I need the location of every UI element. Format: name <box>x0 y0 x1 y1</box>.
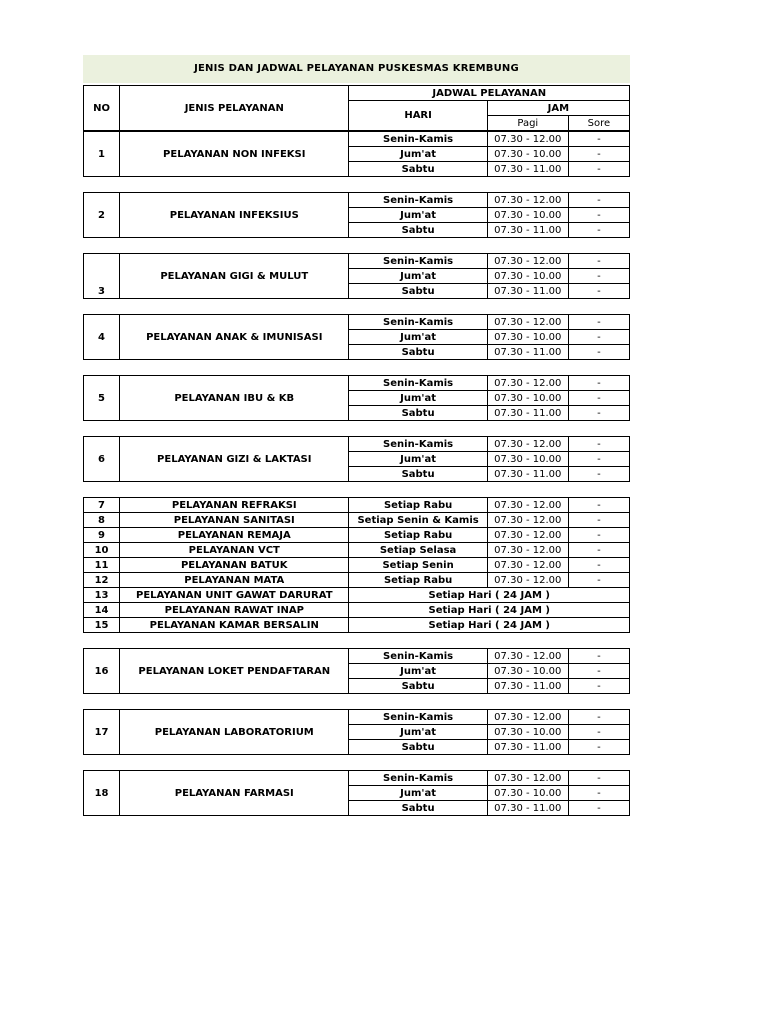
hari-cell: Senin-Kamis <box>349 254 487 269</box>
service-number: 1 <box>84 132 120 177</box>
service-number: 7 <box>84 498 120 513</box>
hari-cell: Senin-Kamis <box>349 771 487 786</box>
service-number: 3 <box>84 254 120 299</box>
pagi-cell: 07.30 - 12.00 <box>487 710 568 725</box>
hari-cell: Jum'at <box>349 391 487 406</box>
sore-cell: - <box>568 543 629 558</box>
hari-cell: Sabtu <box>349 284 487 299</box>
schedule-row <box>84 437 630 452</box>
pagi-cell: 07.30 - 12.00 <box>487 573 568 588</box>
hari-cell: Jum'at <box>349 269 487 284</box>
schedule-row <box>84 254 630 269</box>
header-pagi: Pagi <box>487 116 568 131</box>
sore-cell: - <box>568 573 629 588</box>
sore-cell: - <box>568 649 629 664</box>
service-name: PELAYANAN MATA <box>120 573 349 588</box>
hari-cell: Setiap Hari ( 24 JAM ) <box>349 618 630 633</box>
hari-cell: Setiap Hari ( 24 JAM ) <box>349 603 630 618</box>
pagi-cell: 07.30 - 11.00 <box>487 223 568 238</box>
sore-cell: - <box>568 147 629 162</box>
sore-cell: - <box>568 284 629 299</box>
schedule-row <box>84 193 630 208</box>
sore-cell: - <box>568 345 629 360</box>
header-jadwal-pelayanan: JADWAL PELAYANAN <box>349 86 630 101</box>
service-name: PELAYANAN NON INFEKSI <box>120 132 349 177</box>
sore-cell: - <box>568 223 629 238</box>
sore-cell: - <box>568 437 629 452</box>
header-table <box>83 85 630 131</box>
single-services-table <box>83 497 630 633</box>
schedule-row <box>84 588 630 603</box>
pagi-cell: 07.30 - 11.00 <box>487 406 568 421</box>
pagi-cell: 07.30 - 10.00 <box>487 725 568 740</box>
hari-cell: Setiap Rabu <box>349 573 487 588</box>
service-number: 10 <box>84 543 120 558</box>
sore-cell: - <box>568 315 629 330</box>
service-group-table <box>83 253 630 299</box>
sore-cell: - <box>568 498 629 513</box>
schedule-row <box>84 315 630 330</box>
service-group-table <box>83 709 630 755</box>
schedule-row <box>84 710 630 725</box>
sore-cell: - <box>568 467 629 482</box>
service-group-table <box>83 192 630 238</box>
header-jam: JAM <box>487 101 629 116</box>
service-name: PELAYANAN UNIT GAWAT DARURAT <box>120 588 349 603</box>
sore-cell: - <box>568 330 629 345</box>
sore-cell: - <box>568 208 629 223</box>
hari-cell: Setiap Hari ( 24 JAM ) <box>349 588 630 603</box>
pagi-cell: 07.30 - 12.00 <box>487 132 568 147</box>
service-groups-top <box>83 131 630 482</box>
service-number: 2 <box>84 193 120 238</box>
hari-cell: Jum'at <box>349 147 487 162</box>
header-jenis-pelayanan: JENIS PELAYANAN <box>120 86 349 131</box>
header-sore: Sore <box>568 116 629 131</box>
hari-cell: Senin-Kamis <box>349 437 487 452</box>
service-name: PELAYANAN REFRAKSI <box>120 498 349 513</box>
hari-cell: Jum'at <box>349 725 487 740</box>
service-name: PELAYANAN LOKET PENDAFTARAN <box>120 649 349 694</box>
hari-cell: Jum'at <box>349 664 487 679</box>
hari-cell: Sabtu <box>349 162 487 177</box>
service-number: 13 <box>84 588 120 603</box>
hari-cell: Senin-Kamis <box>349 315 487 330</box>
pagi-cell: 07.30 - 12.00 <box>487 513 568 528</box>
sore-cell: - <box>568 679 629 694</box>
pagi-cell: 07.30 - 10.00 <box>487 786 568 801</box>
hari-cell: Jum'at <box>349 330 487 345</box>
service-name: PELAYANAN ANAK & IMUNISASI <box>120 315 349 360</box>
service-number: 16 <box>84 649 120 694</box>
schedule-row <box>84 558 630 573</box>
service-number: 11 <box>84 558 120 573</box>
service-name: PELAYANAN RAWAT INAP <box>120 603 349 618</box>
service-number: 6 <box>84 437 120 482</box>
service-group-table <box>83 770 630 816</box>
service-name: PELAYANAN REMAJA <box>120 528 349 543</box>
service-group-table <box>83 436 630 482</box>
pagi-cell: 07.30 - 11.00 <box>487 801 568 816</box>
schedule-row <box>84 513 630 528</box>
pagi-cell: 07.30 - 12.00 <box>487 193 568 208</box>
pagi-cell: 07.30 - 12.00 <box>487 558 568 573</box>
schedule-row <box>84 543 630 558</box>
schedule-row <box>84 618 630 633</box>
schedule-row <box>84 649 630 664</box>
sheet-title: JENIS DAN JADWAL PELAYANAN PUSKESMAS KREMBUNG <box>83 55 630 83</box>
pagi-cell: 07.30 - 10.00 <box>487 391 568 406</box>
sore-cell: - <box>568 452 629 467</box>
service-number: 9 <box>84 528 120 543</box>
hari-cell: Jum'at <box>349 208 487 223</box>
pagi-cell: 07.30 - 12.00 <box>487 315 568 330</box>
sore-cell: - <box>568 528 629 543</box>
pagi-cell: 07.30 - 11.00 <box>487 162 568 177</box>
pagi-cell: 07.30 - 10.00 <box>487 269 568 284</box>
header-no: NO <box>84 86 120 131</box>
service-name: PELAYANAN GIGI & MULUT <box>120 254 349 299</box>
pagi-cell: 07.30 - 12.00 <box>487 528 568 543</box>
service-number: 17 <box>84 710 120 755</box>
schedule-row <box>84 573 630 588</box>
hari-cell: Senin-Kamis <box>349 649 487 664</box>
service-number: 18 <box>84 771 120 816</box>
pagi-cell: 07.30 - 12.00 <box>487 543 568 558</box>
schedule-row <box>84 498 630 513</box>
pagi-cell: 07.30 - 11.00 <box>487 679 568 694</box>
sore-cell: - <box>568 725 629 740</box>
sore-cell: - <box>568 801 629 816</box>
schedule-row <box>84 603 630 618</box>
hari-cell: Sabtu <box>349 740 487 755</box>
hari-cell: Setiap Rabu <box>349 498 487 513</box>
service-number: 5 <box>84 376 120 421</box>
schedule-row <box>84 771 630 786</box>
hari-cell: Jum'at <box>349 452 487 467</box>
pagi-cell: 07.30 - 12.00 <box>487 437 568 452</box>
service-name: PELAYANAN KAMAR BERSALIN <box>120 618 349 633</box>
hari-cell: Sabtu <box>349 801 487 816</box>
hari-cell: Setiap Senin & Kamis <box>349 513 487 528</box>
hari-cell: Sabtu <box>349 223 487 238</box>
sore-cell: - <box>568 132 629 147</box>
service-name: PELAYANAN BATUK <box>120 558 349 573</box>
service-number: 14 <box>84 603 120 618</box>
pagi-cell: 07.30 - 11.00 <box>487 740 568 755</box>
hari-cell: Sabtu <box>349 345 487 360</box>
sore-cell: - <box>568 254 629 269</box>
sore-cell: - <box>568 269 629 284</box>
service-name: PELAYANAN VCT <box>120 543 349 558</box>
pagi-cell: 07.30 - 12.00 <box>487 649 568 664</box>
schedule-row <box>84 376 630 391</box>
schedule-sheet <box>83 55 630 816</box>
service-name: PELAYANAN SANITASI <box>120 513 349 528</box>
service-group-table <box>83 314 630 360</box>
hari-cell: Jum'at <box>349 786 487 801</box>
sore-cell: - <box>568 558 629 573</box>
hari-cell: Sabtu <box>349 467 487 482</box>
schedule-row <box>84 132 630 147</box>
hari-cell: Senin-Kamis <box>349 132 487 147</box>
hari-cell: Senin-Kamis <box>349 376 487 391</box>
pagi-cell: 07.30 - 12.00 <box>487 254 568 269</box>
sore-cell: - <box>568 376 629 391</box>
pagi-cell: 07.30 - 10.00 <box>487 208 568 223</box>
service-group-table <box>83 648 630 694</box>
sore-cell: - <box>568 771 629 786</box>
pagi-cell: 07.30 - 11.00 <box>487 284 568 299</box>
service-group-table <box>83 375 630 421</box>
hari-cell: Setiap Selasa <box>349 543 487 558</box>
pagi-cell: 07.30 - 11.00 <box>487 345 568 360</box>
sore-cell: - <box>568 513 629 528</box>
service-number: 8 <box>84 513 120 528</box>
service-name: PELAYANAN GIZI & LAKTASI <box>120 437 349 482</box>
schedule-row <box>84 528 630 543</box>
service-name: PELAYANAN IBU & KB <box>120 376 349 421</box>
hari-cell: Setiap Senin <box>349 558 487 573</box>
service-name: PELAYANAN INFEKSIUS <box>120 193 349 238</box>
pagi-cell: 07.30 - 10.00 <box>487 664 568 679</box>
pagi-cell: 07.30 - 10.00 <box>487 147 568 162</box>
sore-cell: - <box>568 664 629 679</box>
sore-cell: - <box>568 162 629 177</box>
hari-cell: Sabtu <box>349 679 487 694</box>
pagi-cell: 07.30 - 10.00 <box>487 330 568 345</box>
hari-cell: Sabtu <box>349 406 487 421</box>
service-number: 12 <box>84 573 120 588</box>
pagi-cell: 07.30 - 12.00 <box>487 771 568 786</box>
pagi-cell: 07.30 - 10.00 <box>487 452 568 467</box>
pagi-cell: 07.30 - 12.00 <box>487 498 568 513</box>
sore-cell: - <box>568 740 629 755</box>
sore-cell: - <box>568 193 629 208</box>
pagi-cell: 07.30 - 11.00 <box>487 467 568 482</box>
sore-cell: - <box>568 391 629 406</box>
service-number: 15 <box>84 618 120 633</box>
sore-cell: - <box>568 710 629 725</box>
hari-cell: Senin-Kamis <box>349 710 487 725</box>
hari-cell: Senin-Kamis <box>349 193 487 208</box>
pagi-cell: 07.30 - 12.00 <box>487 376 568 391</box>
header-hari: HARI <box>349 101 487 131</box>
service-group-table <box>83 131 630 177</box>
service-name: PELAYANAN FARMASI <box>120 771 349 816</box>
hari-cell: Setiap Rabu <box>349 528 487 543</box>
service-name: PELAYANAN LABORATORIUM <box>120 710 349 755</box>
sore-cell: - <box>568 786 629 801</box>
service-number: 4 <box>84 315 120 360</box>
service-groups-bottom <box>83 633 630 816</box>
sore-cell: - <box>568 406 629 421</box>
